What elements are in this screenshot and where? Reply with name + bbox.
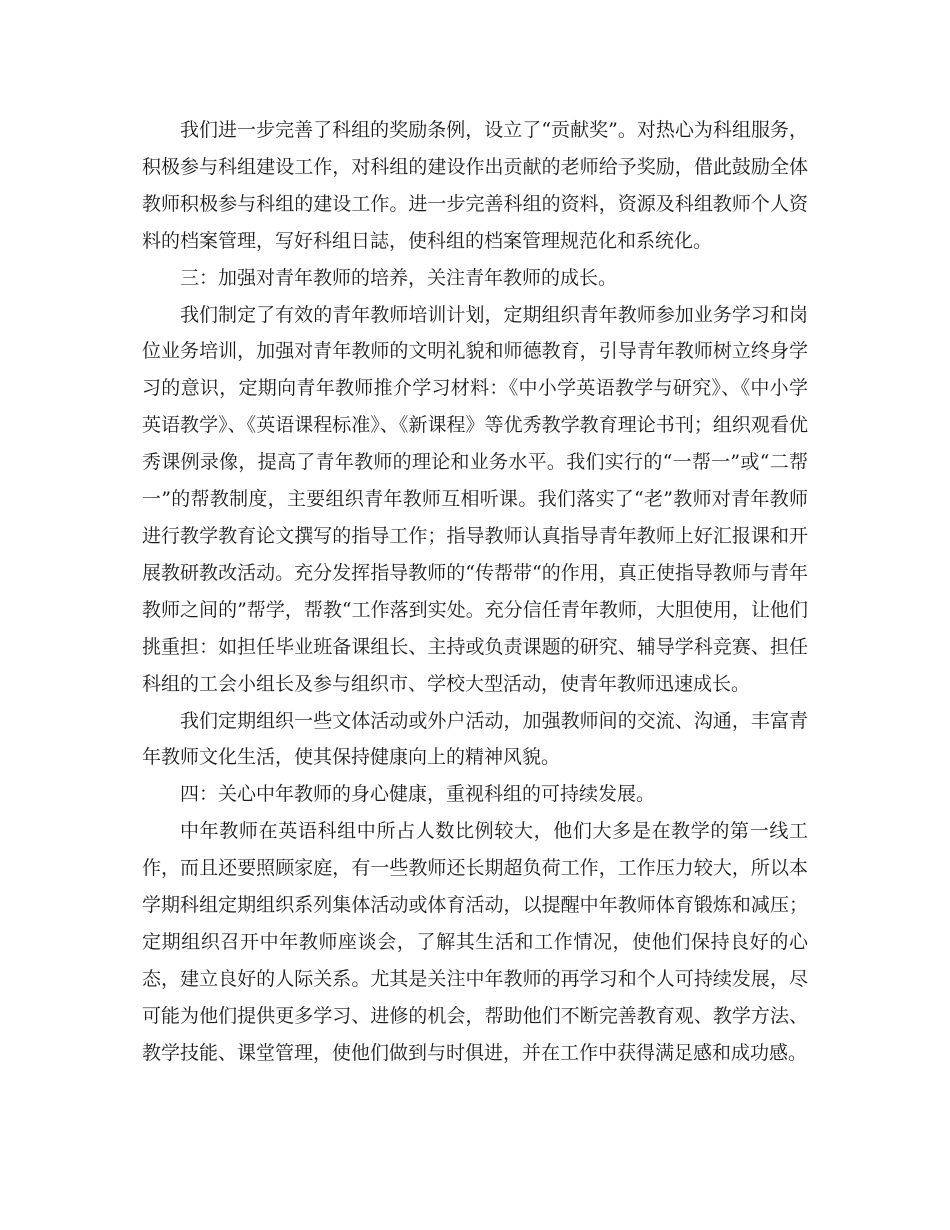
paragraph-middle-aged-teachers: 中年教师在英语科组中所占人数比例较大，他们大多是在教学的第一线工作，而且还要照顾家庭，有一些教师还长期超负荷工作，工作压力较大，所以本学期科组定期组织系列集体活动或体育活动，以提醒中年教师体育锻炼和减压；定期组织召开中年教师座谈会，了解其生活和工作情况，使他们保持良好的心态，建立良好的人际关系。尤其是关注中年教师的再学习和个人可持续发展，尽可能为他们提供更多学习、进修的机会，帮助他们不断完善教育观、教学方法、教学技能、课堂管理，使他们做到与时俱进，并在工作中获得满足感和成功感。 <box>142 820 808 1064</box>
paragraph-cultural-activities: 我们定期组织一些文体活动或外户活动，加强教师间的交流、沟通，丰富青年教师文化生活，使其保持健康向上的精神风貌。 <box>142 709 808 769</box>
paragraph-young-teacher-training: 我们制定了有效的青年教师培训计划，定期组织青年教师参加业务学习和岗位业务培训，加强对青年教师的文明礼貌和师德教育，引导青年教师树立终身学习的意识，定期向青年教师推介学习材料：《中小学英语教学与研究》、《中小学英语教学》、《英语课程标准》、《新课程》等优秀教学教育理论书刊；组织观看优秀课例录像，提高了青年教师的理论和业务水平。我们实行的“一帮一”或“二帮一”的帮教制度，主要组织青年教师互相听课。我们落实了“老”教师对青年教师进行教学教育论文撰写的指导工作；指导教师认真指导青年教师上好汇报课和开展教研教改活动。充分发挥指导教师的“传帮带“的作用，真正使指导教师与青年教师之间的”帮学，帮教“工作落到实处。充分信任青年教师，大胆使用，让他们挑重担：如担任毕业班备课组长、主持或负责课题的研究、辅导学科竞赛、担任科组的工会小组长及参与组织市、学校大型活动，使青年教师迅速成长。 <box>142 303 808 695</box>
heading-section-four: 四：关心中年教师的身心健康，重视科组的可持续发展。 <box>180 783 656 806</box>
document-body <box>142 112 808 1072</box>
paragraph-reward-regulations: 我们进一步完善了科组的奖励条例，设立了“贡献奖”。对热心为科组服务，积极参与科组建设工作，对科组的建设作出贡献的老师给予奖励，借此鼓励全体教师积极参与科组的建设工作。进一步完善科组的资料，资源及科组教师个人资料的档案管理，写好科组日誌，使科组的档案管理规范化和系统化。 <box>142 119 808 252</box>
heading-section-three: 三：加强对青年教师的培养，关注青年教师的成长。 <box>180 266 618 289</box>
